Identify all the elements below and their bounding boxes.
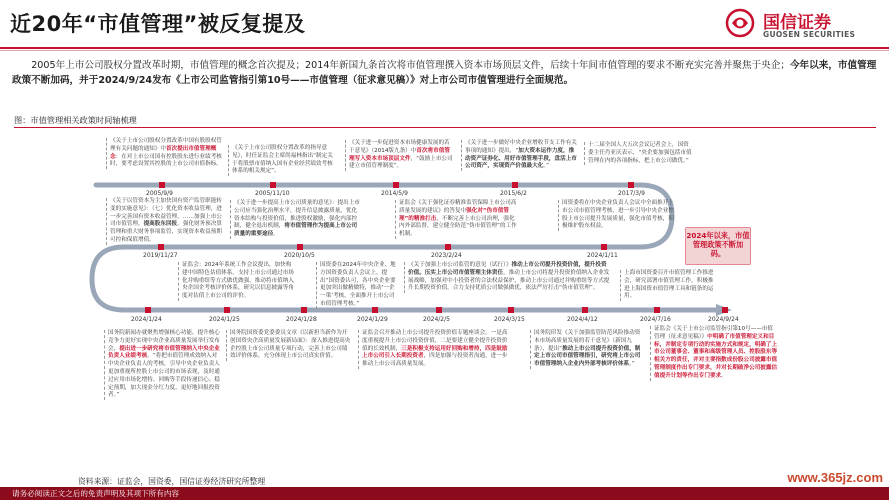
- event-text: 十二届全国人大五次会议记者会上，国资委主任肖亚庆表示，“央企要加强包括市值管理在内的各项指标，把上市公司做优。”: [588, 142, 692, 164]
- event-text: ，“鼓励上市公司建立市值管理制度”。: [349, 155, 453, 170]
- track-turn2: [92, 247, 124, 310]
- event-text: 国资委将在中央企业负责人会议中全面推开上市公司市值管理考核，进一步引导中央企业控股上市公司提升发展质量，强化市值考核，积极维护股东权益。: [562, 200, 674, 230]
- event-2024-0716: [620, 270, 718, 301]
- marker-2024-0111: [601, 244, 607, 250]
- page-title: 近20年“市值管理”被反复提及: [10, 12, 306, 36]
- event-2024-0924: [650, 326, 778, 381]
- event-highlight: 首次将市值管理写入资本市场顶层文件: [349, 147, 450, 162]
- callout-note: 2024年以来，市值管理政策不断加码。: [686, 228, 750, 264]
- event-text: 上海市国资委召开市值管理工作推进会，研究部署市值管理工作，积极推进上海国资市值管理工具和链条的运用。: [624, 270, 714, 300]
- marker-2015-0602: [512, 182, 518, 188]
- event-text: 国务院国资委党委委员文章《以新担当新作为开创国资央企高质量发展新局面》：深入推进提高央企控股上市公司质量专项行动，完善上市公司绩效评价体系，充分体现上市公司真实价值。: [230, 330, 351, 360]
- event-text: 国务院印发《关于加强监管防范风险推动资本市场高质量发展的若干意见》（新国九条），提出“: [534, 330, 641, 352]
- marker-2023-0224: [445, 244, 451, 250]
- marker-2024-0412: [582, 307, 588, 313]
- event-text: 。“将把市值管理成效纳入对中央企业负责人的考核，引导中央企业负责人更加重视所控股上市公司的市场表现，及时通过应用市场化增持、回购等手段传递信心、稳定预期，加大现金分红力度，更好地回报投资者。”: [108, 353, 220, 399]
- event-text: 证监会召开推动上市公司提升投资价值专题座谈会，一是高度重视提升上市公司投资价值，二是要建立健全提升投资价值的长效机制，: [362, 330, 508, 352]
- date-label: 2024/9/24: [708, 316, 739, 323]
- event-text: 。”: [629, 361, 635, 368]
- figure-title: 图：市值管理相关政策时间轴梳理: [14, 115, 137, 125]
- event-bold: 提高股东回报: [143, 221, 178, 228]
- date-label: 2023/2/24: [431, 252, 462, 259]
- event-highlight: 中明确了市值管理定义和目标，并制定专项行动的实施方式和规定，明确了上市公司董事会、董事和高级管理人员、控股股东等相关方的责任，并对主要指数成份股公司披露市值管理制度作出专门要求，并对长期破净公司披露估值提升计划等作出专门要求: [654, 333, 778, 379]
- event-highlight: 强化对“伪市值管理”的精准打击: [399, 207, 509, 222]
- date-label: 2024/7/16: [640, 316, 671, 323]
- date-label: 2017/3/9: [618, 190, 645, 197]
- event-2024-0129: [316, 262, 400, 309]
- event-2015-0602: [461, 140, 577, 171]
- marker-2024-0315: [508, 307, 514, 313]
- event-text: 。强化财务预决算管理和重大财务事项监管，实现资本收益预期可控和保值增值。: [110, 221, 222, 243]
- event-2024-0205: [358, 330, 508, 369]
- event-2019-1127: [106, 198, 224, 245]
- date-label: 2019/11/27: [143, 252, 178, 259]
- marker-2014-0509: [393, 182, 399, 188]
- date-label: 2005/11/10: [255, 190, 290, 197]
- event-bold: 推动上市公司提升投资价值，制定上市公司市值管理指引，研究将上市公司市值管理纳入企业内外部考核评价体系: [534, 345, 641, 368]
- event-text: 《关于进一步促进资本市场健康发展的若干意见》（2014版九条）中: [349, 140, 450, 154]
- date-label: 2015/6/2: [500, 190, 527, 197]
- watermark-text: www.365jz.com: [787, 470, 883, 485]
- date-label: 2020/10/5: [284, 252, 315, 259]
- event-bold: 加大资本运作力度，推动资产证券化、用好市值管理手段，盘活上市公司资产，实现资产价值最大化: [465, 147, 577, 170]
- marker-2024-0125: [224, 307, 230, 313]
- event-text: 。: [273, 231, 279, 238]
- date-label: 2024/1/25: [209, 316, 240, 323]
- date-label: 2024/4/12: [567, 316, 598, 323]
- logo-text-en: GUOSEN SECURITIES: [763, 30, 856, 39]
- event-2024-0315: [404, 262, 610, 293]
- event-text: 《关于进一步做好中央企业增收节支工作有关事项的通知》提出，“: [465, 140, 577, 154]
- marker-2024-0128: [301, 307, 307, 313]
- date-label: 2024/3/15: [494, 316, 525, 323]
- date-label: 2024/2/5: [423, 316, 450, 323]
- marker-2024-0924: [722, 307, 728, 313]
- event-bold: 将市值管理作为提高上市公司质量的重要途径: [234, 223, 358, 238]
- event-bold: 推动上市公司提升投资价值，提升投资价值。压实上市公司市值管理主体责任: [408, 262, 607, 276]
- intro-part1: 2005年上市公司股权分置改革时期，市值管理的概念首次提及；2014年新国九条首次将市值管理撰入资本市场顶层文件，后续十年间市值管理的要求不断充实完善并聚焦于央企；: [31, 60, 790, 71]
- marker-2005-1110: [270, 182, 276, 188]
- marker-2017-0309: [628, 182, 634, 188]
- event-highlight: 首次提出市值管理概念: [110, 145, 217, 160]
- event-text: ，不断完善上市公司治理，强化内外部监督，建立健全防范“伪市值管理”的工作机制。: [399, 215, 517, 238]
- logo-text-cn: 国信证券: [763, 13, 831, 33]
- event-highlight: 提出进一步研究将市值管理纳入中央企业负责人业绩考核: [108, 345, 220, 360]
- event-text: 。”: [543, 163, 550, 170]
- event-2024-0111: [558, 200, 674, 231]
- marker-2020-1005: [297, 244, 303, 250]
- event-text: 《关于加强上市公司监管的意见（试行）》: [408, 262, 512, 268]
- date-label: 2024/1/11: [587, 252, 618, 259]
- date-label: 2024/1/29: [357, 316, 388, 323]
- event-highlight: 三是积极支持运用好回购和增持，四是鼓励上市公司引入长期投资者: [362, 345, 508, 360]
- event-text: ，推动上市公司将提升投资价值纳入企业发展战略，加强对中小投资者的合法权益保护，推动上市公司通过并购重组等方式提升长期投资价值。合力支持优质公司做强做优，依法严厉打击“伪市值管理”。: [408, 269, 610, 292]
- event-2024-0125: [178, 262, 296, 301]
- event-text: 国资委在2024年中央企业、地方国资委负责人会议上，提出“国资委认可，各中央企业要更加突出做精做特，推动‘一企一策’考核，全面推开上市公司市值管理考核。”: [320, 262, 396, 307]
- event-text: 。: [721, 372, 727, 379]
- event-text: ：在对上市公司国有控股股东进行业绩考核时，要考虑设置其控股的上市公司市值指标。: [110, 153, 222, 168]
- event-text: 《关于进一步提高上市公司质量的意见》：提出上市公司应当强化治理水平，提升信息披露质量，优化资本结构与投资价值，推进股权激励，强化内部控制，健全退出机制，: [234, 200, 360, 230]
- intro-part2: 今年以来，市值管理政策不断加码，并于2024/9/24发布《上市公司监管指引第10号——市值管理（征求意见稿）》对上市公司市值管理进行全面规范。: [12, 60, 877, 86]
- event-text: 《关于上市公司股权分置改革的指导意见》，时任证监会主席尚福林指出“制定关于将股票市值纳入国有企业经营绩效考核体系的相关规定”。: [232, 145, 333, 175]
- marker-2024-0205: [436, 307, 442, 313]
- event-2020-1005: [230, 200, 360, 239]
- event-2014-0509: [345, 140, 453, 171]
- event-2005-0909: [106, 138, 222, 169]
- event-text: 《关于上市公司股权分置改革中国有股股权管理有关问题的通知》中: [110, 138, 222, 152]
- marker-2024-0716: [654, 307, 660, 313]
- event-2005-1110: [228, 145, 338, 176]
- event-2024-0128: [226, 330, 352, 361]
- date-label: 2014/5/9: [381, 190, 408, 197]
- event-2017-0309: [584, 142, 694, 165]
- date-label: 2005/9/9: [146, 190, 173, 197]
- date-label: 2024/1/28: [286, 316, 317, 323]
- date-label: 2024/1/24: [131, 316, 162, 323]
- source-note: 资料来源：证监会，国资委，国信证券经济研究所整理: [78, 477, 266, 486]
- event-text: 《关于以管资本为主加快国有资产监管职能转变的实施意见》：（七）优化资本收益管理，进一步完善国有资本收益管理，……加强上市公司市值管理，: [110, 198, 222, 228]
- disclaimer-link[interactable]: 请务必阅读正文之后的免责声明及其项下所有内容: [12, 489, 180, 498]
- event-text: 国务院新闻办就聚焦增强核心功能、提升核心竞争力更好实现中央企业高质量发展举行发布会，: [108, 330, 220, 352]
- marker-2019-1127: [158, 244, 164, 250]
- marker-2005-0909: [159, 182, 165, 188]
- event-text: ，四是加强与投资者沟通，进一步推动上市公司高质量发展。: [362, 353, 508, 368]
- event-text: 证监会：2024年系统工作会议提出，加快构建中国特色估值体系。支持上市公司通过市场化并购重组等方式做优做强，推动将市值纳入央企国企考核评价体系，研究以信息披露等角度对估值上市公司的评价。: [182, 262, 294, 300]
- marker-2024-0124: [145, 307, 151, 313]
- event-2024-0124: [104, 330, 220, 400]
- event-text: 证监会《关于强化证券精准监管保障上市公司高质量发展的建议》的答复中: [399, 200, 517, 214]
- event-text: 证监会《关于上市公司监管指引第10号——市值管理（征求意见稿）》: [654, 326, 773, 340]
- event-2024-0412: [530, 330, 642, 369]
- event-2023-0224: [395, 200, 519, 239]
